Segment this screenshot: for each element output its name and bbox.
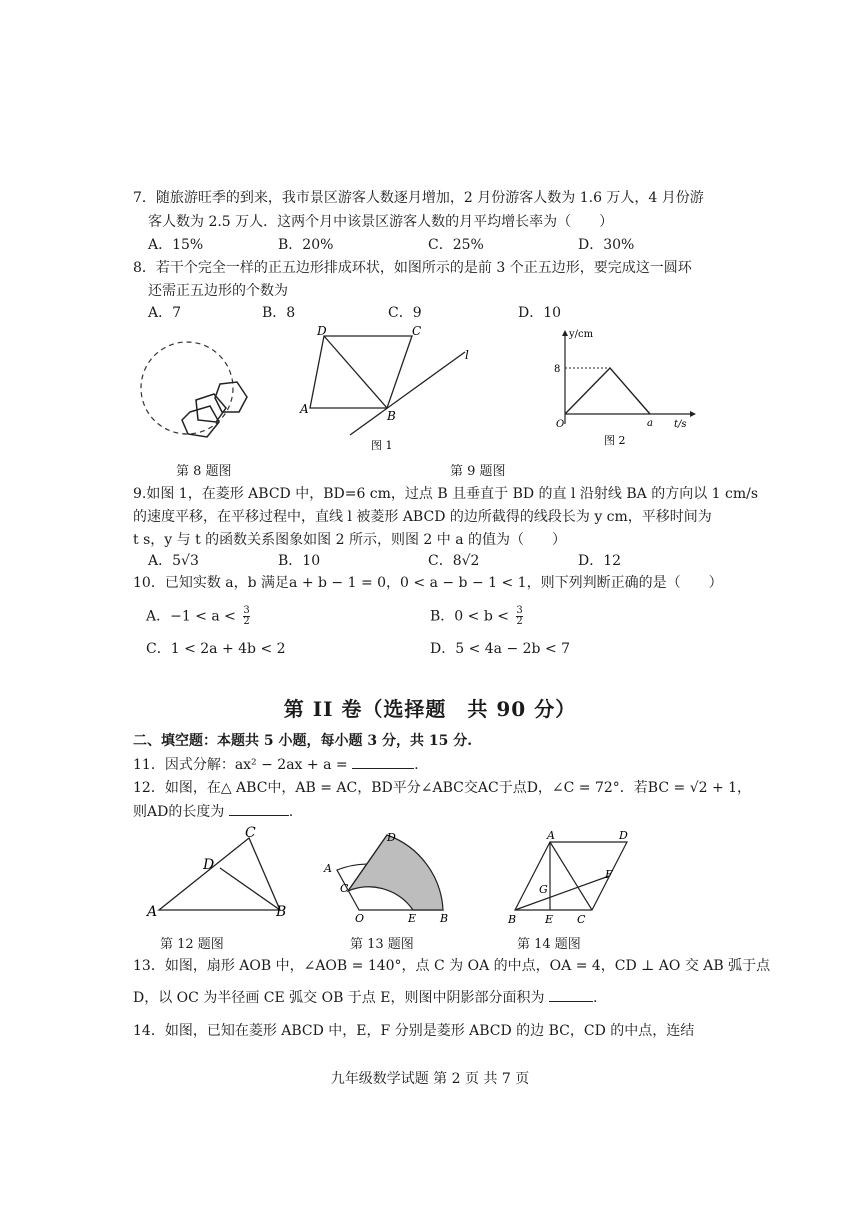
q10-option-b-text: B．0 < b <	[430, 608, 509, 625]
q12-line2-text: 则AD的长度为	[133, 804, 225, 820]
q13-line1: 13．如图，扇形 AOB 中，∠AOB = 140°，点 C 为 OA 的中点，OA = 4，CD ⊥ AO 交 AB 弧于点	[133, 958, 771, 974]
fig14-label-d: D	[619, 829, 628, 842]
q9-line2: 的速度平移，在平移过程中，直线 l 被菱形 ABCD 的边所截得的线段长为 y cm，平移时间为	[133, 509, 712, 525]
fig9-caption: 第 9 题图	[450, 464, 506, 479]
q11-text: 11．因式分解：ax² − 2ax + a =	[133, 757, 348, 773]
section-2-title: 第 II 卷（选择题 共 90 分）	[283, 697, 577, 721]
fig13-label-c: C	[340, 882, 349, 895]
q10-option-b-frac-den: 2	[516, 616, 523, 627]
figure-9-graph	[540, 328, 700, 453]
graph-xlabel: t/s	[674, 419, 687, 430]
q8-line2: 还需正五边形的个数为	[148, 283, 288, 299]
fig13-label-a: A	[324, 862, 332, 875]
fig9-label-c: C	[412, 324, 422, 338]
fig14-label-b: B	[508, 913, 517, 926]
q10-option-a	[146, 606, 250, 627]
fig9-label-b: B	[387, 409, 396, 423]
q8-line1: 8．若干个完全一样的正五边形排成环状，如图所示的是前 3 个正五边形，要完成这一圆环	[133, 260, 692, 276]
q14-line1: 14．如图，已知在菱形 ABCD 中，E，F 分别是菱形 ABCD 的边 BC，CD 的中点，连结	[133, 1023, 695, 1039]
fig9-label-a: A	[300, 402, 309, 416]
q10-line1: 10．已知实数 a，b 满足a + b − 1 = 0，0 < a − b − 1 < 1，则下列判断正确的是（ ）	[133, 575, 723, 591]
q10-option-b	[430, 606, 523, 627]
fig14-label-f: F	[605, 868, 613, 881]
q11-line	[133, 754, 419, 775]
graph-ylabel: y/cm	[569, 329, 594, 340]
q10-option-a-frac-den: 2	[243, 616, 250, 627]
fig12-label-a: A	[147, 904, 158, 920]
fig12-label-b: B	[276, 904, 287, 920]
fig9-caption-1: 图 1	[371, 439, 393, 452]
q13-line2	[133, 987, 597, 1008]
q10-option-a-text: A．−1 < a <	[146, 608, 236, 625]
q7-option-d: D．30%	[578, 237, 635, 253]
q10-option-d: D．5 < 4a − 2b < 7	[430, 641, 571, 657]
q11-end: .	[414, 757, 419, 773]
fig13-label-d: D	[387, 831, 396, 844]
q7-option-b: B．20%	[278, 237, 334, 253]
q9-option-c: C．8√2	[428, 553, 480, 569]
q9-option-d: D．12	[578, 553, 622, 569]
fig13-caption: 第 13 题图	[350, 937, 414, 952]
fig12-label-c: C	[245, 825, 256, 841]
graph-xtick: a	[647, 418, 653, 429]
graph-origin: O	[556, 419, 565, 430]
fig9-label-l: l	[465, 348, 469, 362]
fig13-label-o: O	[355, 912, 365, 925]
fig14-label-e: E	[545, 913, 554, 926]
q8-option-a: A．7	[148, 305, 182, 321]
q7-line1: 7．随旅游旺季的到来，我市景区游客人数逐月增加，2 月份游客人数为 1.6 万人，4 月份游	[133, 190, 704, 206]
q11-answer-blank	[352, 754, 414, 769]
fig12-caption: 第 12 题图	[160, 937, 224, 952]
q7-line2: 客人数为 2.5 万人．这两个月中该景区游客人数的月平均增长率为（ ）	[148, 214, 614, 230]
fig12-label-d: D	[203, 857, 215, 873]
q12-line2	[133, 801, 293, 822]
part2-heading: 二、填空题：本题共 5 小题，每小题 3 分，共 15 分.	[133, 733, 473, 749]
figure-14-rhombus	[505, 830, 635, 930]
q10-option-c: C．1 < 2a + 4b < 2	[146, 641, 286, 657]
q8-option-d: D．10	[518, 305, 562, 321]
q10-option-a-frac-num: 3	[243, 605, 250, 616]
fig9-label-d: D	[317, 324, 327, 338]
fig13-label-e: E	[408, 912, 417, 925]
figure-9-rhombus	[295, 325, 480, 450]
q8-option-b: B．8	[262, 305, 296, 321]
q7-option-c: C．25%	[428, 237, 484, 253]
page-footer: 九年级数学试题 第 2 页 共 7 页	[330, 1071, 530, 1087]
q13-answer-blank	[549, 987, 593, 1002]
figure-8-pentagon-ring	[130, 330, 260, 450]
fig13-label-b: B	[440, 912, 449, 925]
q10-option-b-frac-num: 3	[516, 605, 523, 616]
fig14-label-a: A	[547, 829, 555, 842]
q9-line1: 9.如图 1，在菱形 ABCD 中，BD=6 cm，过点 B 且垂直于 BD 的直 l 沿射线 BA 的方向以 1 cm/s	[133, 486, 759, 502]
figure-12-triangle	[145, 826, 295, 926]
q9-line3: t s，y 与 t 的函数关系图象如图 2 所示，则图 2 中 a 的值为（ ）	[133, 532, 567, 548]
fig14-caption: 第 14 题图	[517, 937, 581, 952]
q7-option-a: A．15%	[148, 237, 204, 253]
q9-option-a: A．5√3	[148, 553, 199, 569]
q13-end: .	[592, 990, 598, 1006]
fig9-caption-2: 图 2	[604, 434, 626, 447]
graph-ytick: 8	[554, 364, 561, 375]
q12-end: .	[288, 804, 294, 820]
q9-option-b: B．10	[278, 553, 321, 569]
q8-option-c: C．9	[388, 305, 422, 321]
q12-answer-blank	[229, 801, 289, 816]
fig14-label-g: G	[539, 883, 548, 896]
fig14-label-c: C	[577, 913, 586, 926]
figure-13-sector	[315, 826, 455, 926]
q12-line1: 12．如图，在△ ABC中，AB = AC，BD平分∠ABC交AC于点D，∠C = 72°．若BC = √2 + 1，	[133, 780, 752, 796]
fig8-caption: 第 8 题图	[176, 464, 232, 479]
q13-line2-text: D，以 OC 为半径画 CE 弧交 OB 于点 E，则图中阴影部分面积为	[133, 990, 545, 1006]
